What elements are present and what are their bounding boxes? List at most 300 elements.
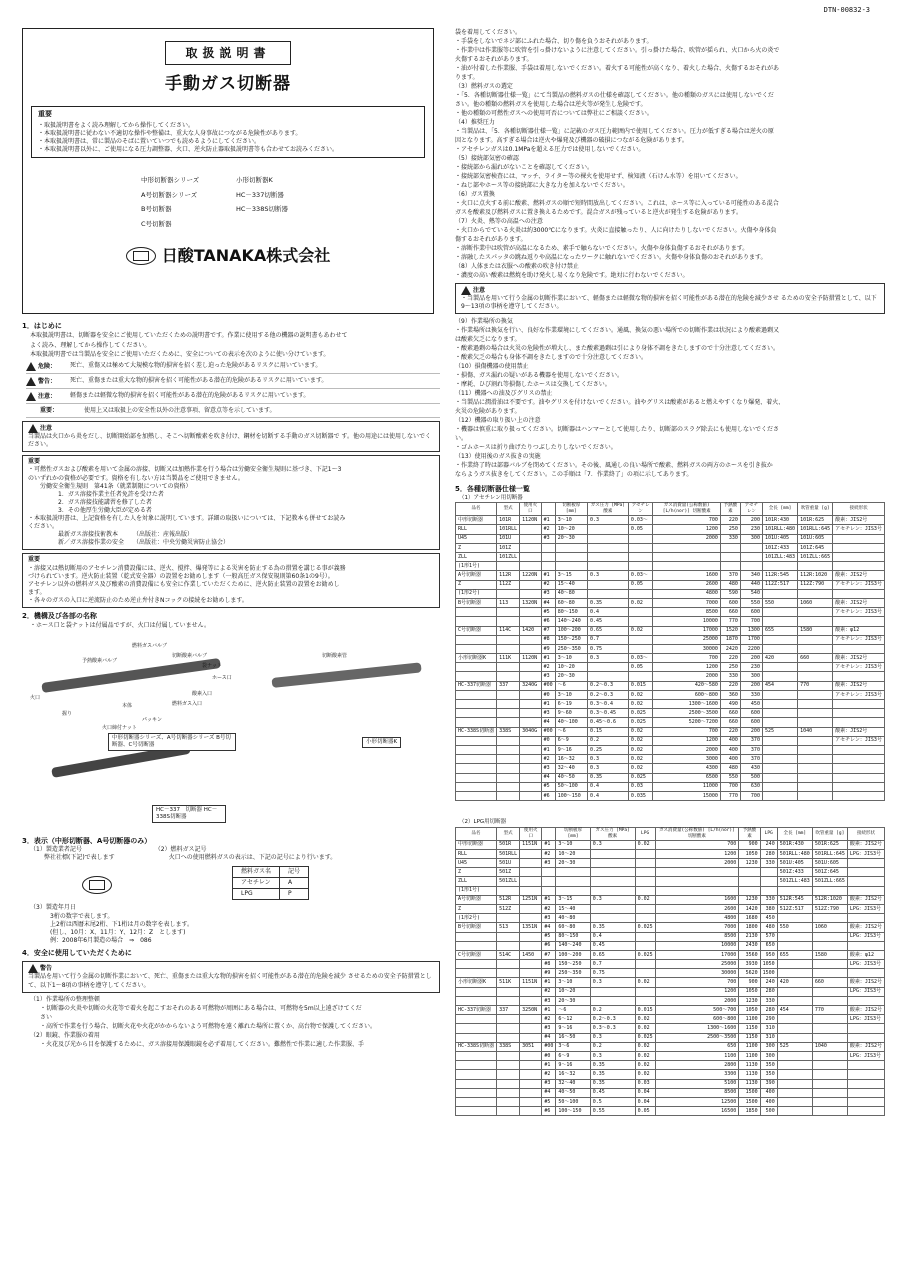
part-label: 燃料ガス入口 [172,700,203,707]
important-line: ます。 [28,588,46,596]
table-cell [628,608,653,617]
subsection-text: (但し、10月：X、11月：Y、12月：Z とします) [50,928,186,936]
table-cell: 200 [740,727,762,736]
table-cell [798,644,833,653]
table-row [456,1107,885,1116]
table-cell: アセチレン：JIS3号 [833,525,885,534]
table-cell [520,736,542,745]
table-cell: 2130 [739,932,760,941]
table-cell: 150～250 [555,635,587,644]
table-cell [635,877,655,886]
table-cell [760,868,777,877]
table-cell: 101RLL:645 [798,525,833,534]
table-cell: アセチレン：JIS3号 [833,663,885,672]
table-cell [497,1107,520,1116]
table-cell: #3 [542,914,556,923]
table-cell [456,745,497,754]
table-row [456,978,885,987]
rule-line: ります。 [455,74,479,81]
table-cell [520,904,542,913]
table-row [456,663,885,672]
table-cell [520,996,542,1005]
table-cell [720,553,740,562]
table-cell: 650 [760,941,777,950]
table-cell [497,960,520,969]
rule-line: ・火口からでている火炎は約3000℃になります。火炎に直接触ったり、人に向けたりしないでください。火傷や身体負 [455,227,777,234]
table-cell: 6～9 [555,736,587,745]
table-cell: #4 [542,1033,556,1042]
table-cell [833,534,885,543]
table-cell: Z [456,904,497,913]
table-cell: 10～20 [555,525,587,534]
table-cell [497,700,520,709]
table-header-cell: 吹管重量 [g] [812,827,847,840]
part-label: 切断酸素管 [322,652,348,659]
table-cell: 2000 [653,745,720,754]
table-cell [833,562,885,571]
table-row [456,1042,885,1051]
table-cell: アセチレン：JIS3号 [833,608,885,617]
table-cell: #2 [541,663,555,672]
table-cell: 6～9 [556,1051,590,1060]
warning-triangle-icon [461,286,471,295]
table-cell: 112R [497,571,520,580]
series-item: C号切断器 [141,220,172,229]
subsection-text: 火口への使用燃料ガスの表示は、下記の記号により行います。 [168,854,337,862]
table-cell: 454 [777,1006,812,1015]
table-cell [762,791,797,800]
table-cell [777,1070,812,1079]
table-cell: #3 [541,764,555,773]
company-logo [23,245,433,267]
caution-text: 当製品は火口から炎をだし、切断開始部を加熱し、そこへ切断酸素を吹き付け、鋼材を切断する手動のガス切断器で す。他の用途には使用しないでください。 [28,433,431,449]
section-heading: 1．はじめに [22,322,62,330]
table-row [456,1024,885,1033]
subsection-text: 弊社社標(下記)で表します [44,854,115,862]
table-cell: 400 [760,1097,777,1106]
table-cell: 0.02 [635,840,655,849]
table-cell: 1300～1600 [653,700,720,709]
table-cell: 900 [739,978,760,987]
table-cell [497,987,520,996]
table-header-cell: 切断板厚 [mm] [556,827,590,840]
series-item: HC－337切断器 [236,190,284,199]
table-cell: 32～40 [556,1079,590,1088]
table-cell [587,562,628,571]
table-row [456,672,885,681]
table-cell [456,960,497,969]
table-cell [812,1015,847,1024]
table-cell: 1100 [739,1051,760,1060]
table-cell: 酸素：JIS2号 [833,571,885,580]
table-cell [456,1033,497,1042]
important-box [22,455,440,550]
table-row [456,960,885,969]
table-cell [587,589,628,598]
signal-label: 危険： [38,362,57,370]
table-cell: 0.02 [635,1051,655,1060]
table-cell: 380 [760,904,777,913]
table-cell [812,1079,847,1088]
table-cell [833,672,885,681]
table-cell [555,562,587,571]
table-cell [777,1088,812,1097]
table-cell: 1150 [739,1033,760,1042]
table-cell: 240 [760,840,777,849]
table-cell: #3 [541,589,555,598]
table-cell [762,589,797,598]
table-cell: 220 [720,727,740,736]
table-cell [812,960,847,969]
table-cell: #5 [542,1097,556,1106]
table-cell [497,589,520,598]
table-cell [760,877,777,886]
table-cell: 112R:1020 [798,571,833,580]
table-cell: 140～240 [556,941,590,950]
table-cell [798,755,833,764]
table-cell [833,755,885,764]
table-cell: 0.025 [635,923,655,932]
table-cell [497,932,520,941]
cover-box [22,28,434,314]
table-cell: #2 [542,1015,556,1024]
table-cell [590,859,635,868]
table-row [456,941,885,950]
table-cell: 660 [798,654,833,663]
table-cell: 1100 [739,1015,760,1024]
table-cell: 0.2～0.3 [587,681,628,690]
table-cell [456,1051,497,1060]
table-cell [456,755,497,764]
table-row [456,580,885,589]
table-cell [847,1097,884,1106]
table-cell: 512Z [497,904,520,913]
important-line: 1．ガス溶接作業主任者免許を受けた者 [58,490,164,498]
table-cell: 0.025 [628,718,653,727]
table-cell [833,709,885,718]
table-cell: 3040G [520,727,542,736]
table-cell [812,886,847,895]
table-cell: Z [456,868,497,877]
table-cell: 550 [720,773,740,782]
table-cell: 6～12 [556,1015,590,1024]
table-cell: 1060 [812,923,847,932]
rule-line: ・溶融したスパッタの跳ね返りや高温になったワークに触れないでください。火傷や身体負傷のおそれがあります。 [455,254,767,261]
table-cell: 9～16 [556,1024,590,1033]
table-cell: 6500 [653,773,720,782]
table-cell: 700 [653,654,720,663]
table-cell: 0.35 [590,923,635,932]
rule-line: ・火口に点火する前に酸素、燃料ガスの順で短時間放出してください。これは、ホース等に入っている可能性のある混合 [455,200,779,207]
table-cell: 10～20 [556,849,590,858]
table-cell: 1200 [653,525,720,534]
table-row [456,886,885,895]
table-cell [833,617,885,626]
table-row [456,571,885,580]
table-cell: 5620 [739,969,760,978]
table-cell [812,1097,847,1106]
table-cell: 30000 [655,969,739,978]
table-cell: 570 [760,932,777,941]
table-cell: 0.2～0.3 [587,690,628,699]
table-cell [520,1051,542,1060]
table-cell: LPG：JIS3号 [847,904,884,913]
table-cell [590,886,635,895]
rule-line: 傷するおそれがあります。 [455,236,527,243]
table-cell: 700 [653,516,720,525]
table-cell [497,562,520,571]
table-cell: 370 [740,736,762,745]
table-row [456,534,885,543]
rule-line: ・ゴムホースは折り曲げたりつぶしたりしないでください。 [455,444,617,452]
table-cell: 0.2 [587,736,628,745]
table-cell: 0.3 [590,1051,635,1060]
table-cell: 330 [720,672,740,681]
table-cell [798,672,833,681]
table-cell: A号切断器 [456,895,497,904]
table-cell: #1 [542,895,556,904]
table-cell: 330 [720,534,740,543]
table-cell: 3300 [655,1070,739,1079]
table-cell [590,904,635,913]
table-cell: #2 [542,904,556,913]
table-cell [740,543,762,552]
rule-line: 火災の危険があります。 [455,408,521,416]
table-cell [720,543,740,552]
section-2 [22,612,440,833]
table-cell: 660 [720,709,740,718]
table-row [456,923,885,932]
table-row [456,745,885,754]
table-cell: 0.02 [628,690,653,699]
table-cell: 660 [812,978,847,987]
table-cell [798,663,833,672]
table-cell: 630 [740,782,762,791]
table-cell: 17000 [653,626,720,635]
table-cell [847,1024,884,1033]
table-cell: 酸素：JIS2号 [833,681,885,690]
table-cell [812,941,847,950]
table-cell: #3 [541,709,555,718]
table-cell: U45 [456,534,497,543]
table-cell [497,941,520,950]
table-cell: 15～40 [556,904,590,913]
important-line: のいずれかの資格が必要です。資格を有しない方は当製品をご使用できません。 [28,474,244,482]
rule-line: ・高所で作業を行う場合、切断火花や火花がかからないよう可燃物を遠く離れた場所に置くか、高台物で保護してください。 [40,1022,377,1030]
table-cell: 3930 [739,960,760,969]
table-cell: 101Z:433 [762,543,797,552]
company-mark-icon [126,247,156,265]
table-cell: #0 [542,1051,556,1060]
table-cell [833,553,885,562]
table-cell [740,562,762,571]
table-cell: #4 [541,598,555,607]
series-item: B号切断器 [141,205,172,214]
important-line: ・本取扱説明書は、上記資格を有した人を対象に説明しています。詳細の取扱いについては、下記教本も併せてお読み [28,515,346,523]
signal-text: 死亡、重傷または重大な物的損害を招く可能性がある潜在的危険があるリスクに用いています。 [70,376,328,384]
table-cell: 0.04 [635,1088,655,1097]
table-cell [456,690,497,699]
rule-line: （6）ガス置換 [455,191,495,198]
table-cell: 500 [740,773,762,782]
table-cell: 6～19 [555,700,587,709]
table-cell: #4 [542,923,556,932]
table-cell: 16～32 [555,755,587,764]
table-cell: 0.02 [635,895,655,904]
table-cell: 330 [760,996,777,1005]
table-cell [847,914,884,923]
table-cell: 0.02 [628,598,653,607]
cover-important-item: ・本取扱説明書に従わない不適切な操作や整備は、重大な人身事故につながる危険性があります。 [38,129,302,137]
table-cell: アセチレン：JIS3号 [833,580,885,589]
section-heading: 4．安全に使用していただくために [22,948,132,957]
table-cell [456,700,497,709]
table-cell: 0.75 [590,969,635,978]
table-cell: #3 [542,1079,556,1088]
table-cell [777,1079,812,1088]
table-cell: #3 [541,534,555,543]
table-cell: 501R [497,840,520,849]
table-cell: 酸素：JIS2号 [833,516,885,525]
table-cell: (1形1号) [456,886,497,895]
table-row [456,764,885,773]
table-cell: 660 [720,608,740,617]
table-cell: 700 [655,978,739,987]
table-cell [762,782,797,791]
table-cell: 112Z:790 [798,580,833,589]
table-cell [497,1033,520,1042]
table-cell: 0.35 [590,1061,635,1070]
series-item: HC－338S切断器 [236,205,288,214]
table-cell [520,1070,542,1079]
table-cell: アセチレン [233,878,280,889]
table-cell: 101Z [497,543,520,552]
table-cell: LPG：JIS3号 [847,932,884,941]
table-cell: 0.02 [635,1015,655,1024]
table-cell: 101U [497,534,520,543]
important-line: 労働安全衛生規則 第41条（就業制限についての資格） [40,482,192,490]
table-row [456,543,885,552]
table-cell: 200 [740,516,762,525]
table-cell [497,718,520,727]
table-cell: 280 [760,1006,777,1015]
table-cell: 3～10 [555,654,587,663]
table-cell: RLL [456,525,497,534]
table-cell: 501U:605 [812,859,847,868]
table-cell [520,987,542,996]
rule-line: ・機器は慎重に取り扱ってください。切断器はハンマーとして使用したり、切断部のスラグ除去にも使用しないでくださ [455,426,780,434]
table-cell: 酸素：JIS2号 [847,923,884,932]
table-cell: 0.35 [587,598,628,607]
part-label: ホース口 [212,674,232,681]
table-cell: 0.02 [628,764,653,773]
table-header-cell: 型式 [497,827,520,840]
important-line: アセチレン以外の燃料ガス及び酸素の消費設備にも安全に作業していただくために、逆火防止装置の設置をお勧めし [28,580,340,588]
table-cell: 酸素：JIS2号 [847,1042,884,1051]
table-cell [497,635,520,644]
section-4 [22,949,440,1049]
table-cell [628,644,653,653]
table-header-cell: 予熱酸素 [739,827,760,840]
table-cell [456,617,497,626]
table-cell: 900 [739,840,760,849]
table-cell: 150～250 [556,960,590,969]
table-cell: 300 [740,672,762,681]
table-row [456,1070,885,1079]
table-cell: 514C [497,950,520,959]
table-cell [497,1024,520,1033]
rule-line: （10）損傷機器の使用禁止 [455,363,529,371]
table-cell: 0.4 [590,932,635,941]
table-cell [497,886,520,895]
table-cell [497,709,520,718]
table-cell: 1151N [520,978,542,987]
table-cell [520,914,542,923]
table-cell [777,1061,812,1070]
table-cell [762,755,797,764]
table-cell: 1351N [520,923,542,932]
table-cell [628,553,653,562]
table-cell: (1形1号) [456,562,497,571]
table-cell: 340 [740,571,762,580]
table-cell [520,745,542,754]
table-header-row [456,503,885,516]
table-cell: 1150 [739,1024,760,1033]
table-cell [520,617,542,626]
table-cell: 0.3 [590,978,635,987]
table-cell [628,617,653,626]
table-cell: 0.3 [587,654,628,663]
table-cell: 1130 [739,1070,760,1079]
table-cell: 330 [760,859,777,868]
table-cell [497,969,520,978]
cover-important-box [31,106,425,158]
table-cell: 0.04 [635,1097,655,1106]
table-cell [635,868,655,877]
table-cell: 1800 [739,923,760,932]
table-cell: 3～10 [556,840,590,849]
table-cell: HC-337切断器 [456,681,497,690]
table-cell [520,1015,542,1024]
table-cell: 655 [762,626,797,635]
warning-triangle-icon [26,392,36,401]
table-cell [456,1079,497,1088]
table-cell [777,886,812,895]
warning-triangle-icon [28,424,38,433]
part-label: 袋ナット [202,662,222,669]
table-cell: 0.3 [587,755,628,764]
table-cell: 240 [760,978,777,987]
table-cell: 400 [720,755,740,764]
table-cell: 0.02 [628,727,653,736]
table-cell: 50～100 [556,1097,590,1106]
table-cell: 酸素：JIS2号 [833,598,885,607]
important-line: ・可燃性ガスおよび酸素を用いて金属の溶接、切断又は加熱作業を行う場合は労働安全衛生規則に基づき、下記1～3 [28,466,342,474]
table-cell: 25000 [655,960,739,969]
rule-line: ・作業場所は換気を行い、良好な作業環境にしてください。通風、換気の悪い場所での切断作業は状況により酸素過剰又 [455,327,780,335]
table-cell: A [280,878,309,889]
table-cell: 112R:545 [762,571,797,580]
table-cell: #00 [541,727,555,736]
table-cell: 7000 [653,598,720,607]
left-column [22,28,440,1050]
table-cell [635,960,655,969]
table-cell [497,663,520,672]
table-cell: 20～30 [556,859,590,868]
rule-line: 因となります。高すぎる場合は逆火や爆発及び機器の破損につながる危険があります。 [455,137,688,144]
table-cell: 30000 [653,644,720,653]
table-cell: 480 [720,764,740,773]
